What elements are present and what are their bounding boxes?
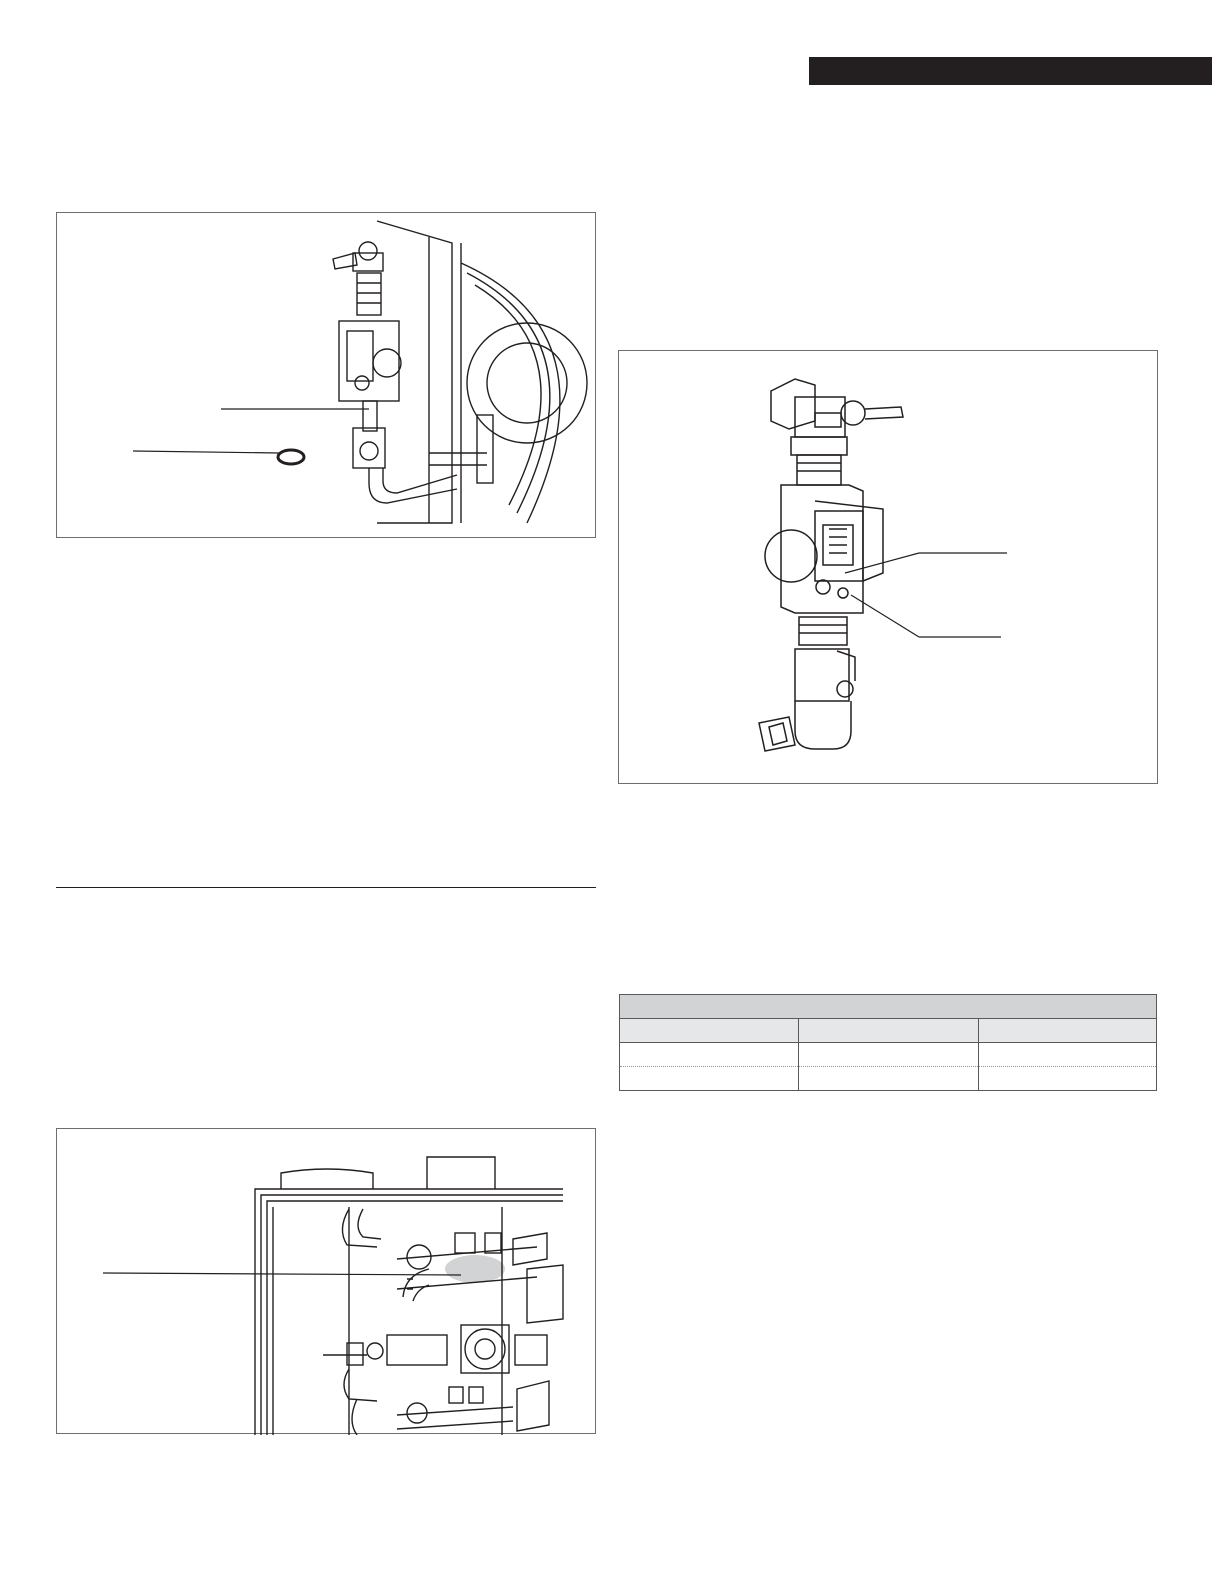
table-cell (620, 1067, 799, 1091)
section-divider (56, 887, 596, 888)
gas-valve-closeup-illustration (619, 351, 1159, 785)
table-row (620, 1067, 1157, 1091)
section-header-bar (809, 57, 1212, 85)
table-header-cell (799, 1019, 979, 1043)
table-header-cell (979, 1019, 1157, 1043)
table-cell (620, 1043, 799, 1067)
figure-gas-valve-closeup (618, 350, 1158, 784)
table-cell (979, 1067, 1157, 1091)
boiler-piping-illustration (57, 1129, 597, 1435)
table-cell (799, 1067, 979, 1091)
table-header-cell (620, 1019, 799, 1043)
spec-table (619, 994, 1157, 1091)
table-row (620, 1043, 1157, 1067)
table-cell (979, 1043, 1157, 1067)
gas-valve-removal-illustration (57, 213, 597, 539)
figure-gas-valve-removal (56, 212, 596, 538)
figure-boiler-piping (56, 1128, 596, 1434)
table-cell (799, 1043, 979, 1067)
table-title (620, 995, 1157, 1019)
